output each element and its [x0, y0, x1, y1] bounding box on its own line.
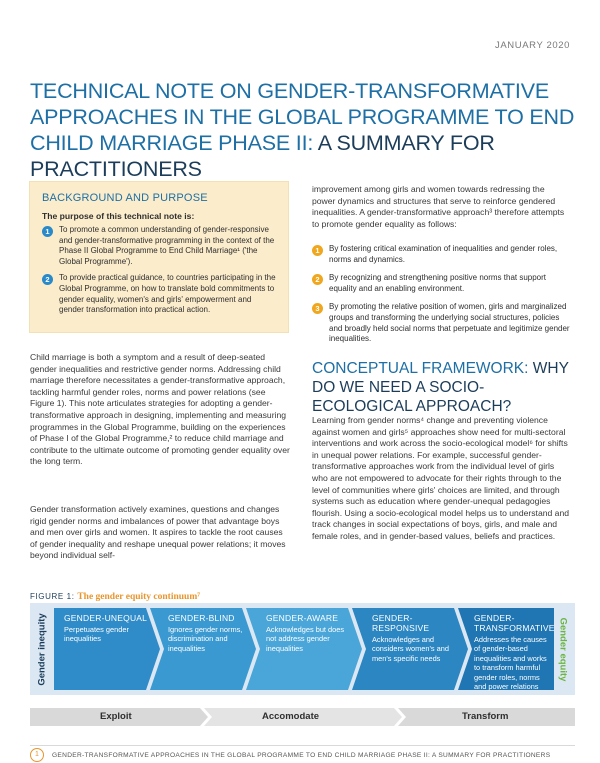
- approach-item: [312, 273, 574, 294]
- continuum-bottom-bar: [30, 708, 575, 726]
- axis-right: [553, 603, 573, 695]
- approach-item: [312, 302, 574, 344]
- axis-right-label: Gender equity: [557, 617, 569, 681]
- callout-item: [42, 225, 276, 267]
- callout-item: [42, 273, 276, 315]
- bottom-label-transform: Transform: [462, 711, 509, 722]
- document-title: [30, 78, 575, 182]
- page-number: 1: [30, 748, 44, 762]
- figure-label: FIGURE 1:: [30, 592, 78, 601]
- stage-name: GENDER-BLIND: [168, 613, 235, 623]
- callout-item-text: To provide practical guidance, to countries participating in the Global Programme, on how to translate bold commitments to gender equality, women's and girls' empowerment and gender transformation into practical action.: [59, 273, 276, 315]
- approach-item: [312, 244, 574, 265]
- section-heading: [312, 359, 574, 416]
- left-paragraph-1: Child marriage is both a symptom and a result of deep-seated gender inequalities and restrictive gender norms. Addressing child marriage therefore necessitates a gender-transformative approach, tackling harmful gender roles, norms and power relations (see Figure 1). This note articulates strategies for adopting a gender-transformative approach in designing, implementing and measuring programmes in the Global Programme, building on the experiences of Phase I of the Global Programme,² to reduce child marriage and contribute to the ultimate outcome of promoting gender equality over the long term.: [30, 352, 290, 467]
- approach-item-text: By promoting the relative position of women, girls and marginalized groups and transforming the underlying social structures, policies and broadly held social norms that perpetuate and legitimize gender inequalities.: [329, 302, 570, 344]
- bottom-label-exploit: Exploit: [100, 711, 132, 722]
- stage-desc: Perpetuates gender inequalities: [64, 625, 129, 644]
- stage-gender-unequal: [64, 613, 154, 644]
- callout-heading: BACKGROUND AND PURPOSE: [42, 192, 208, 204]
- stage-gender-responsive: [372, 613, 462, 663]
- approach-list: [312, 244, 574, 353]
- title-sub: A SUMMARY FOR PRACTITIONERS: [30, 131, 495, 181]
- background-purpose-box: [30, 182, 288, 332]
- axis-left: [32, 603, 52, 695]
- stage-desc: Ignores gender norms, discrimination and inequalities: [168, 625, 243, 653]
- axis-left-label: Gender inequity: [36, 612, 48, 686]
- number-badge: 2: [312, 274, 323, 285]
- stage-gender-aware: [266, 613, 356, 653]
- number-badge: 3: [312, 303, 323, 314]
- gender-equity-continuum: [30, 603, 575, 695]
- callout-lead: The purpose of this technical note is:: [42, 211, 195, 221]
- left-paragraph-2: Gender transformation actively examines, questions and changes rigid gender norms and imbalances of power that advantage boys and men over girls and women. It aspires to tackle the root causes of gender inequality and reshape unequal power relations; it moves beyond individual self-: [30, 504, 286, 561]
- figure-title: The gender equity continuum⁷: [77, 592, 201, 602]
- number-badge: 2: [42, 274, 53, 285]
- footer-text: GENDER-TRANSFORMATIVE APPROACHES IN THE GLOBAL PROGRAMME TO END CHILD MARRIAGE PHASE II: A SUMMARY FOR PRACTITIONERS: [52, 751, 551, 759]
- right-paragraph-2: Learning from gender norms⁴ change and preventing violence against women and girls⁵ approaches show need for multi-sectoral interventions and work across the socio-ecological model⁶ for shifts in unequal power relations. For example, successful gender-transformative approaches work from the individual level of girls who are not empowered to advocate for their rights through to the level of communities where girls' choices are limited, and through systems such as education where gender-unequal pedagogies flourish. Using a socio-ecological model helps us to understand and track changes in social expectations of boys, girls, and male and female roles, and in gender-based values, beliefs and practices.: [312, 415, 570, 541]
- stage-name: GENDER-UNEQUAL: [64, 613, 148, 623]
- stage-desc: Acknowledges and considers women's and men's specific needs: [372, 635, 449, 663]
- section-heading-blue: CONCEPTUAL FRAMEWORK:: [312, 360, 533, 377]
- figure-caption: [30, 592, 200, 602]
- stage-name: GENDER-AWARE: [266, 613, 339, 623]
- approach-item-text: By recognizing and strengthening positive norms that support equality and an enabling environment.: [329, 273, 547, 293]
- stage-desc: Addresses the causes of gender-based inequalities and works to transform harmful gender roles, norms and power relations: [474, 635, 547, 692]
- number-badge: 1: [42, 226, 53, 237]
- section-heading-dark: WHY DO WE NEED A SOCIO-ECOLOGICAL APPROACH?: [312, 360, 569, 415]
- page-footer: [30, 745, 575, 762]
- stage-gender-blind: [168, 613, 258, 653]
- stage-name: GENDER-TRANSFORMATIVE: [474, 613, 555, 633]
- title-main: TECHNICAL NOTE ON GENDER-TRANSFORMATIVE APPROACHES IN THE GLOBAL PROGRAMME TO END CHILD MARRIAGE PHASE II:: [30, 79, 575, 155]
- right-paragraph-1: improvement among girls and women towards redressing the power dynamics and structures that serve to reinforce gendered inequalities. A gender-transformative approach³ therefore attempts to promote gender equality as follows:: [312, 184, 565, 229]
- number-badge: 1: [312, 245, 323, 256]
- stage-gender-transformative: [474, 613, 554, 691]
- bottom-label-accomodate: Accomodate: [262, 711, 320, 722]
- stage-desc: Acknowledges but does not address gender inequalities: [266, 625, 345, 653]
- stage-name: GENDER-RESPONSIVE: [372, 613, 430, 633]
- approach-item-text: By fostering critical examination of inequalities and gender roles, norms and dynamics.: [329, 244, 558, 264]
- callout-item-text: To promote a common understanding of gender-responsive and gender-transformative programming in the context of the Phase II Global Programme to End Child Marriage¹ ('the Global Programme').: [59, 225, 275, 266]
- document-date: JANUARY 2020: [495, 40, 570, 51]
